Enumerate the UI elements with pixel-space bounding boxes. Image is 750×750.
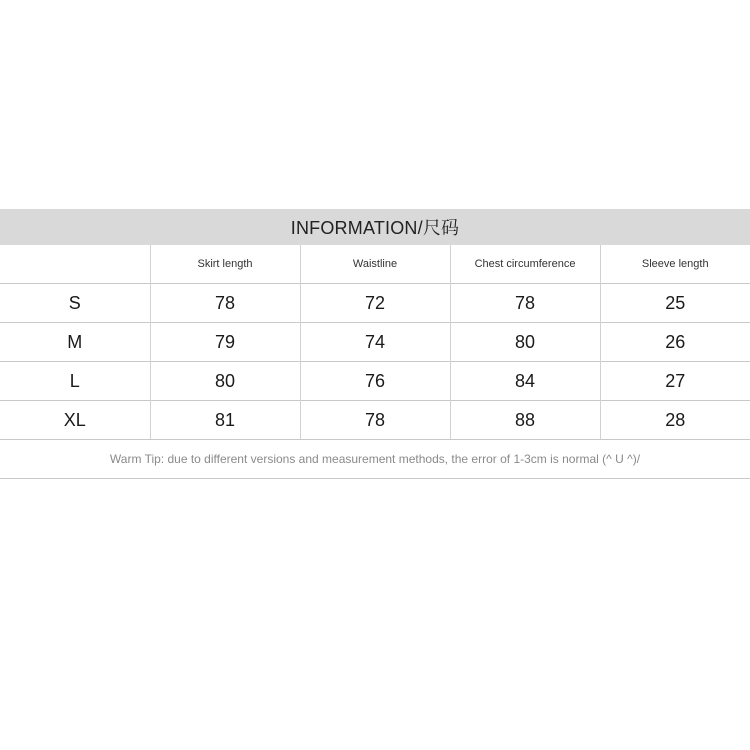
header-skirt-length: Skirt length <box>150 245 300 284</box>
sleeve-value: 25 <box>600 284 750 323</box>
waistline-value: 76 <box>300 362 450 401</box>
skirt-length-value: 78 <box>150 284 300 323</box>
size-label: M <box>0 323 150 362</box>
header-sleeve-length: Sleeve length <box>600 245 750 284</box>
chest-value: 80 <box>450 323 600 362</box>
sleeve-value: 26 <box>600 323 750 362</box>
warm-tip: Warm Tip: due to different versions and measurement methods, the error of 1-3cm is normal (^ U ^)/ <box>0 439 750 479</box>
size-label: S <box>0 284 150 323</box>
chest-value: 88 <box>450 401 600 440</box>
size-chart <box>0 209 750 479</box>
size-label: L <box>0 362 150 401</box>
header-size <box>0 245 150 284</box>
chest-value: 78 <box>450 284 600 323</box>
waistline-value: 74 <box>300 323 450 362</box>
skirt-length-value: 81 <box>150 401 300 440</box>
size-label: XL <box>0 401 150 440</box>
chest-value: 84 <box>450 362 600 401</box>
table-row <box>0 401 750 440</box>
table-row <box>0 323 750 362</box>
header-chest-circumference: Chest circumference <box>450 245 600 284</box>
skirt-length-value: 80 <box>150 362 300 401</box>
table-row <box>0 284 750 323</box>
chart-title: INFORMATION/尺码 <box>0 209 750 245</box>
header-waistline: Waistline <box>300 245 450 284</box>
table-header-row <box>0 245 750 284</box>
waistline-value: 78 <box>300 401 450 440</box>
sleeve-value: 27 <box>600 362 750 401</box>
table-row <box>0 362 750 401</box>
skirt-length-value: 79 <box>150 323 300 362</box>
waistline-value: 72 <box>300 284 450 323</box>
size-table <box>0 245 750 439</box>
sleeve-value: 28 <box>600 401 750 440</box>
